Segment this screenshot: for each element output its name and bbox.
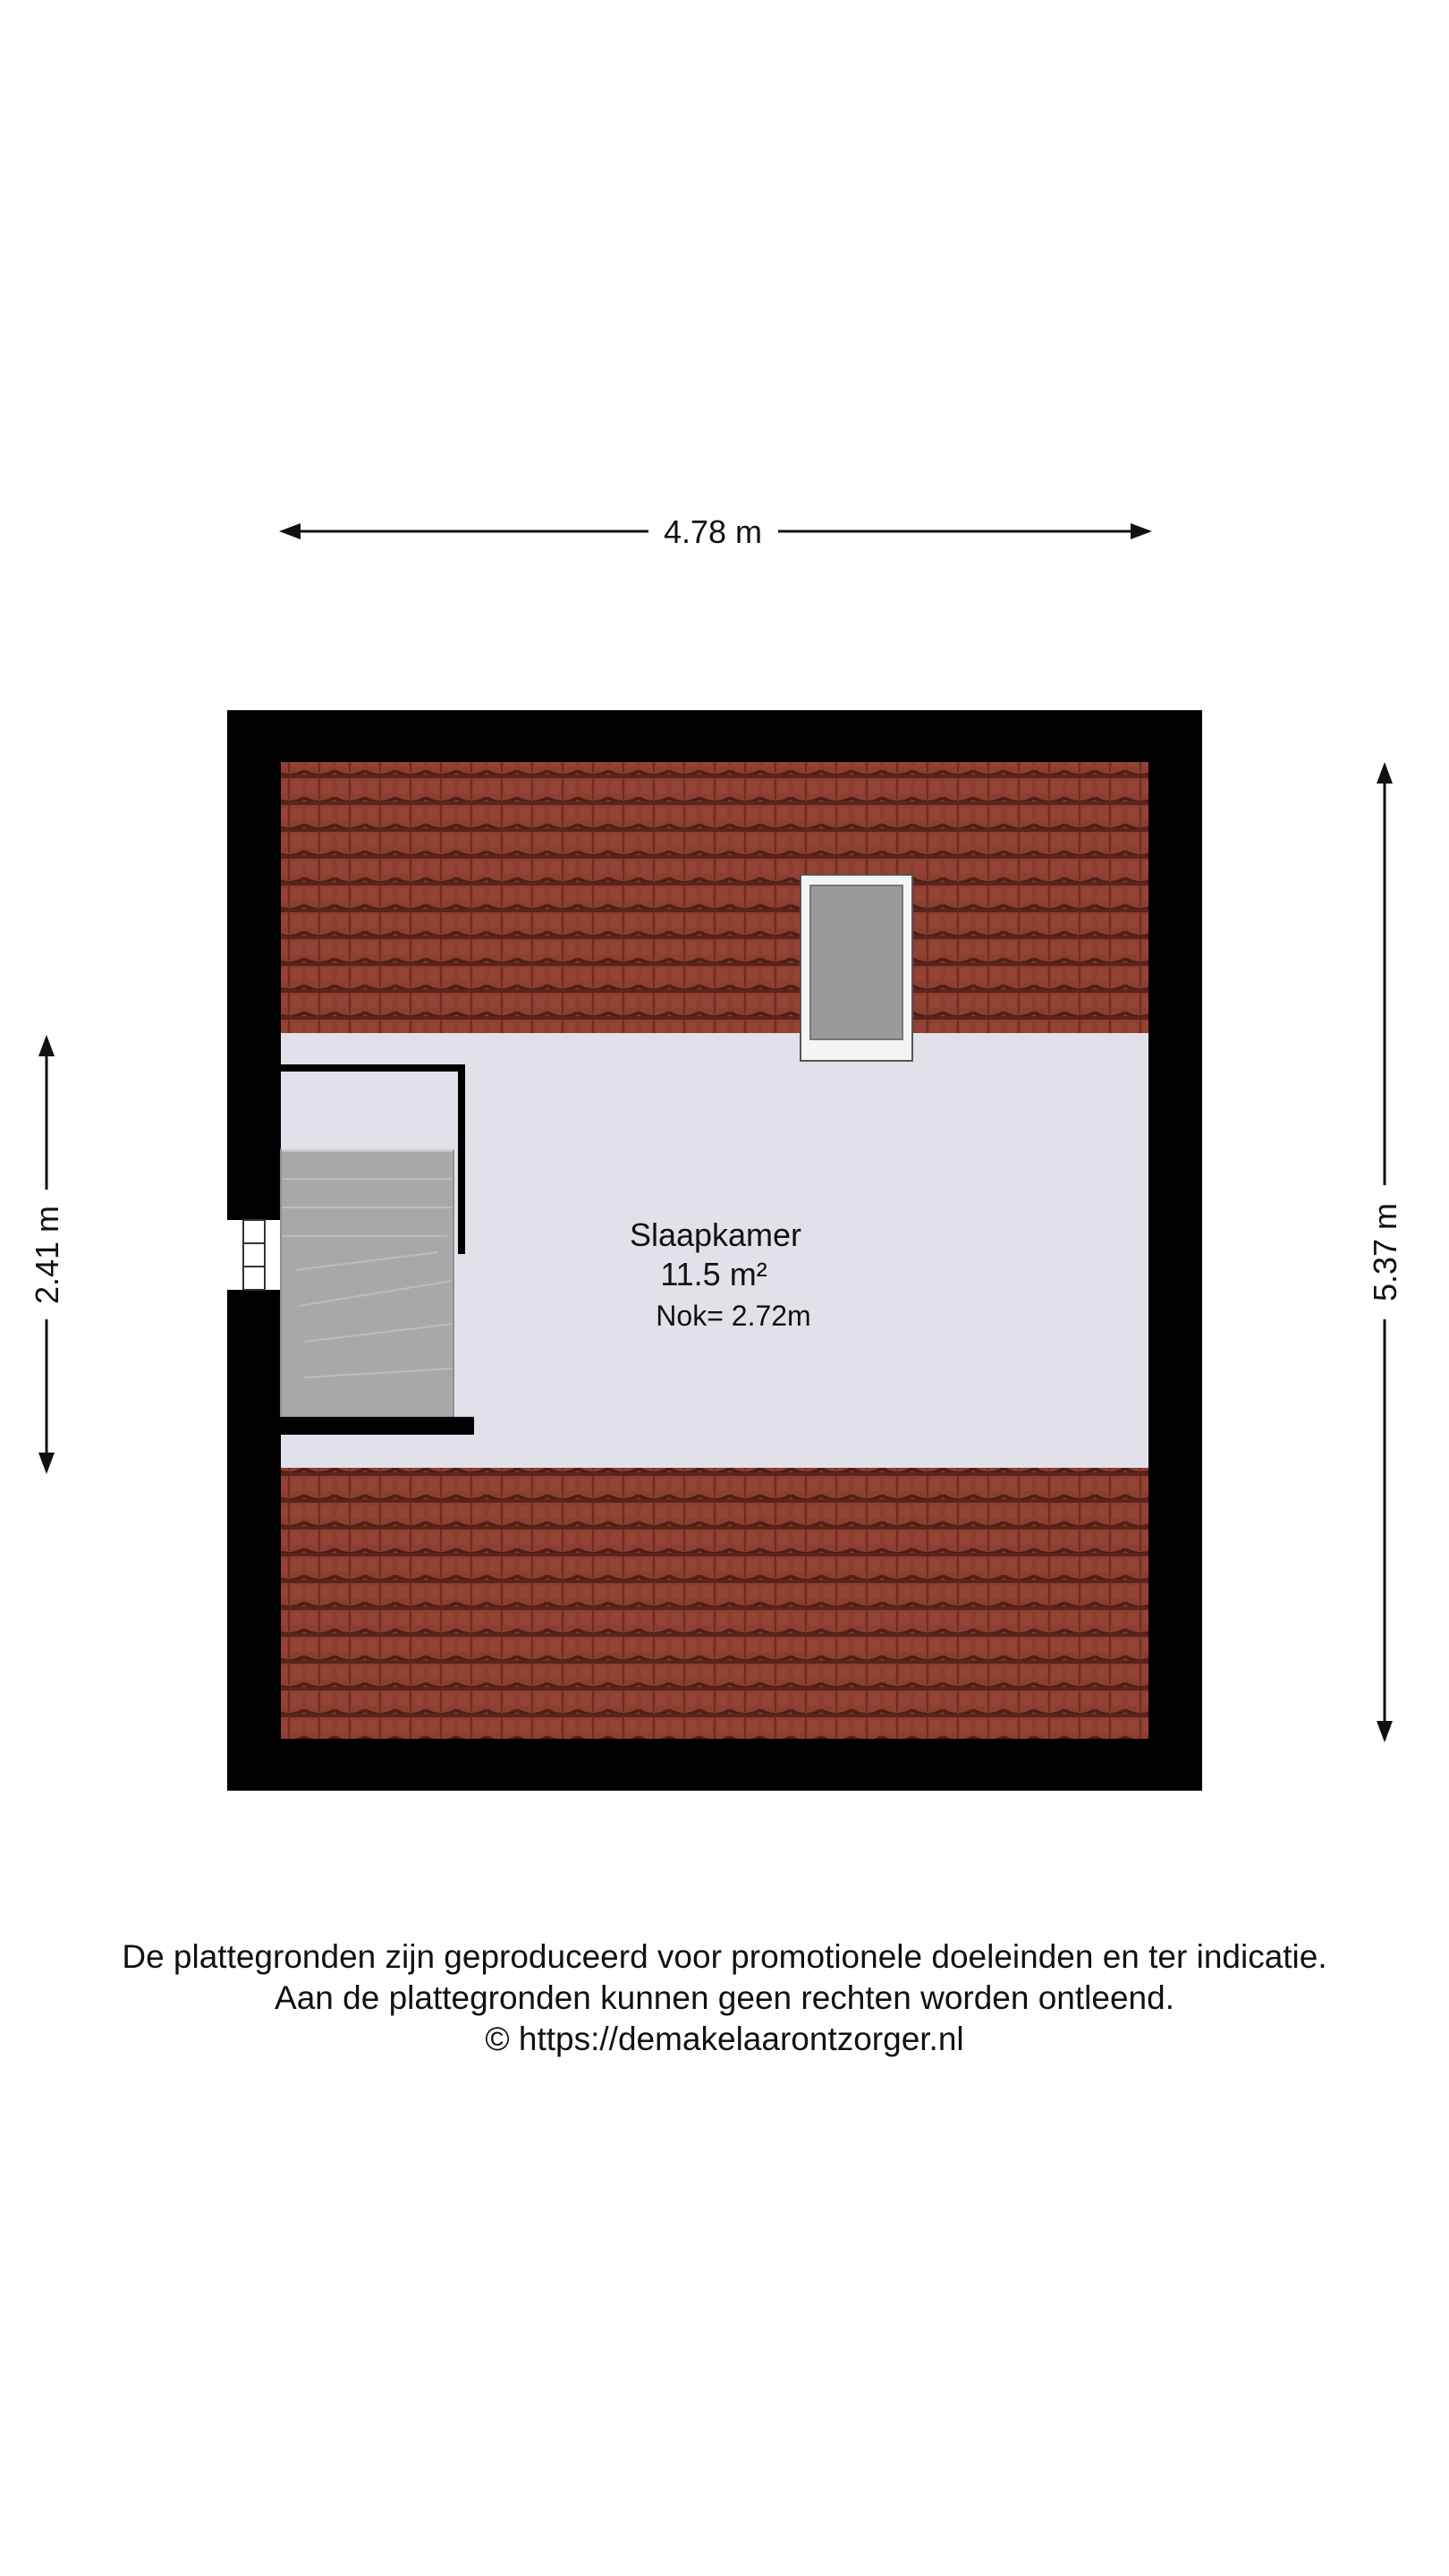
floor-height-label: 2.41 m: [29, 1205, 65, 1305]
skylight: [801, 875, 912, 1061]
disclaimer-line-1: De plattegronden zijn geproduceerd voor promotionele doeleinden en ter indicatie.: [122, 1938, 1327, 1975]
disclaimer: [0, 1936, 1449, 2060]
disclaimer-line-2: Aan de plattegronden kunnen geen rechten worden ontleend.: [275, 1979, 1174, 2016]
roof-slope-bottom: [281, 1468, 1148, 1739]
arrow-up-icon: [38, 1035, 55, 1056]
room-ridge-height: Nok= 2.72m: [656, 1300, 811, 1332]
floor-height-dimension: [29, 1035, 65, 1474]
window: [227, 1220, 281, 1290]
room-area: 11.5 m²: [660, 1256, 767, 1292]
total-height-label: 5.37 m: [1367, 1202, 1403, 1302]
width-dimension: [279, 513, 1152, 550]
total-height-dimension: [1367, 762, 1403, 1742]
roof-slope-top: [281, 762, 1148, 1033]
staircase: [281, 1148, 453, 1417]
width-label: 4.78 m: [663, 513, 763, 550]
arrow-right-icon: [1131, 523, 1152, 539]
arrow-up-icon: [1377, 762, 1393, 784]
arrow-left-icon: [279, 523, 301, 539]
arrow-down-icon: [1377, 1721, 1393, 1742]
room-name: Slaapkamer: [629, 1216, 802, 1253]
arrow-down-icon: [38, 1453, 55, 1474]
copyright-link[interactable]: © https://demakelaarontzorger.nl: [485, 2021, 964, 2057]
